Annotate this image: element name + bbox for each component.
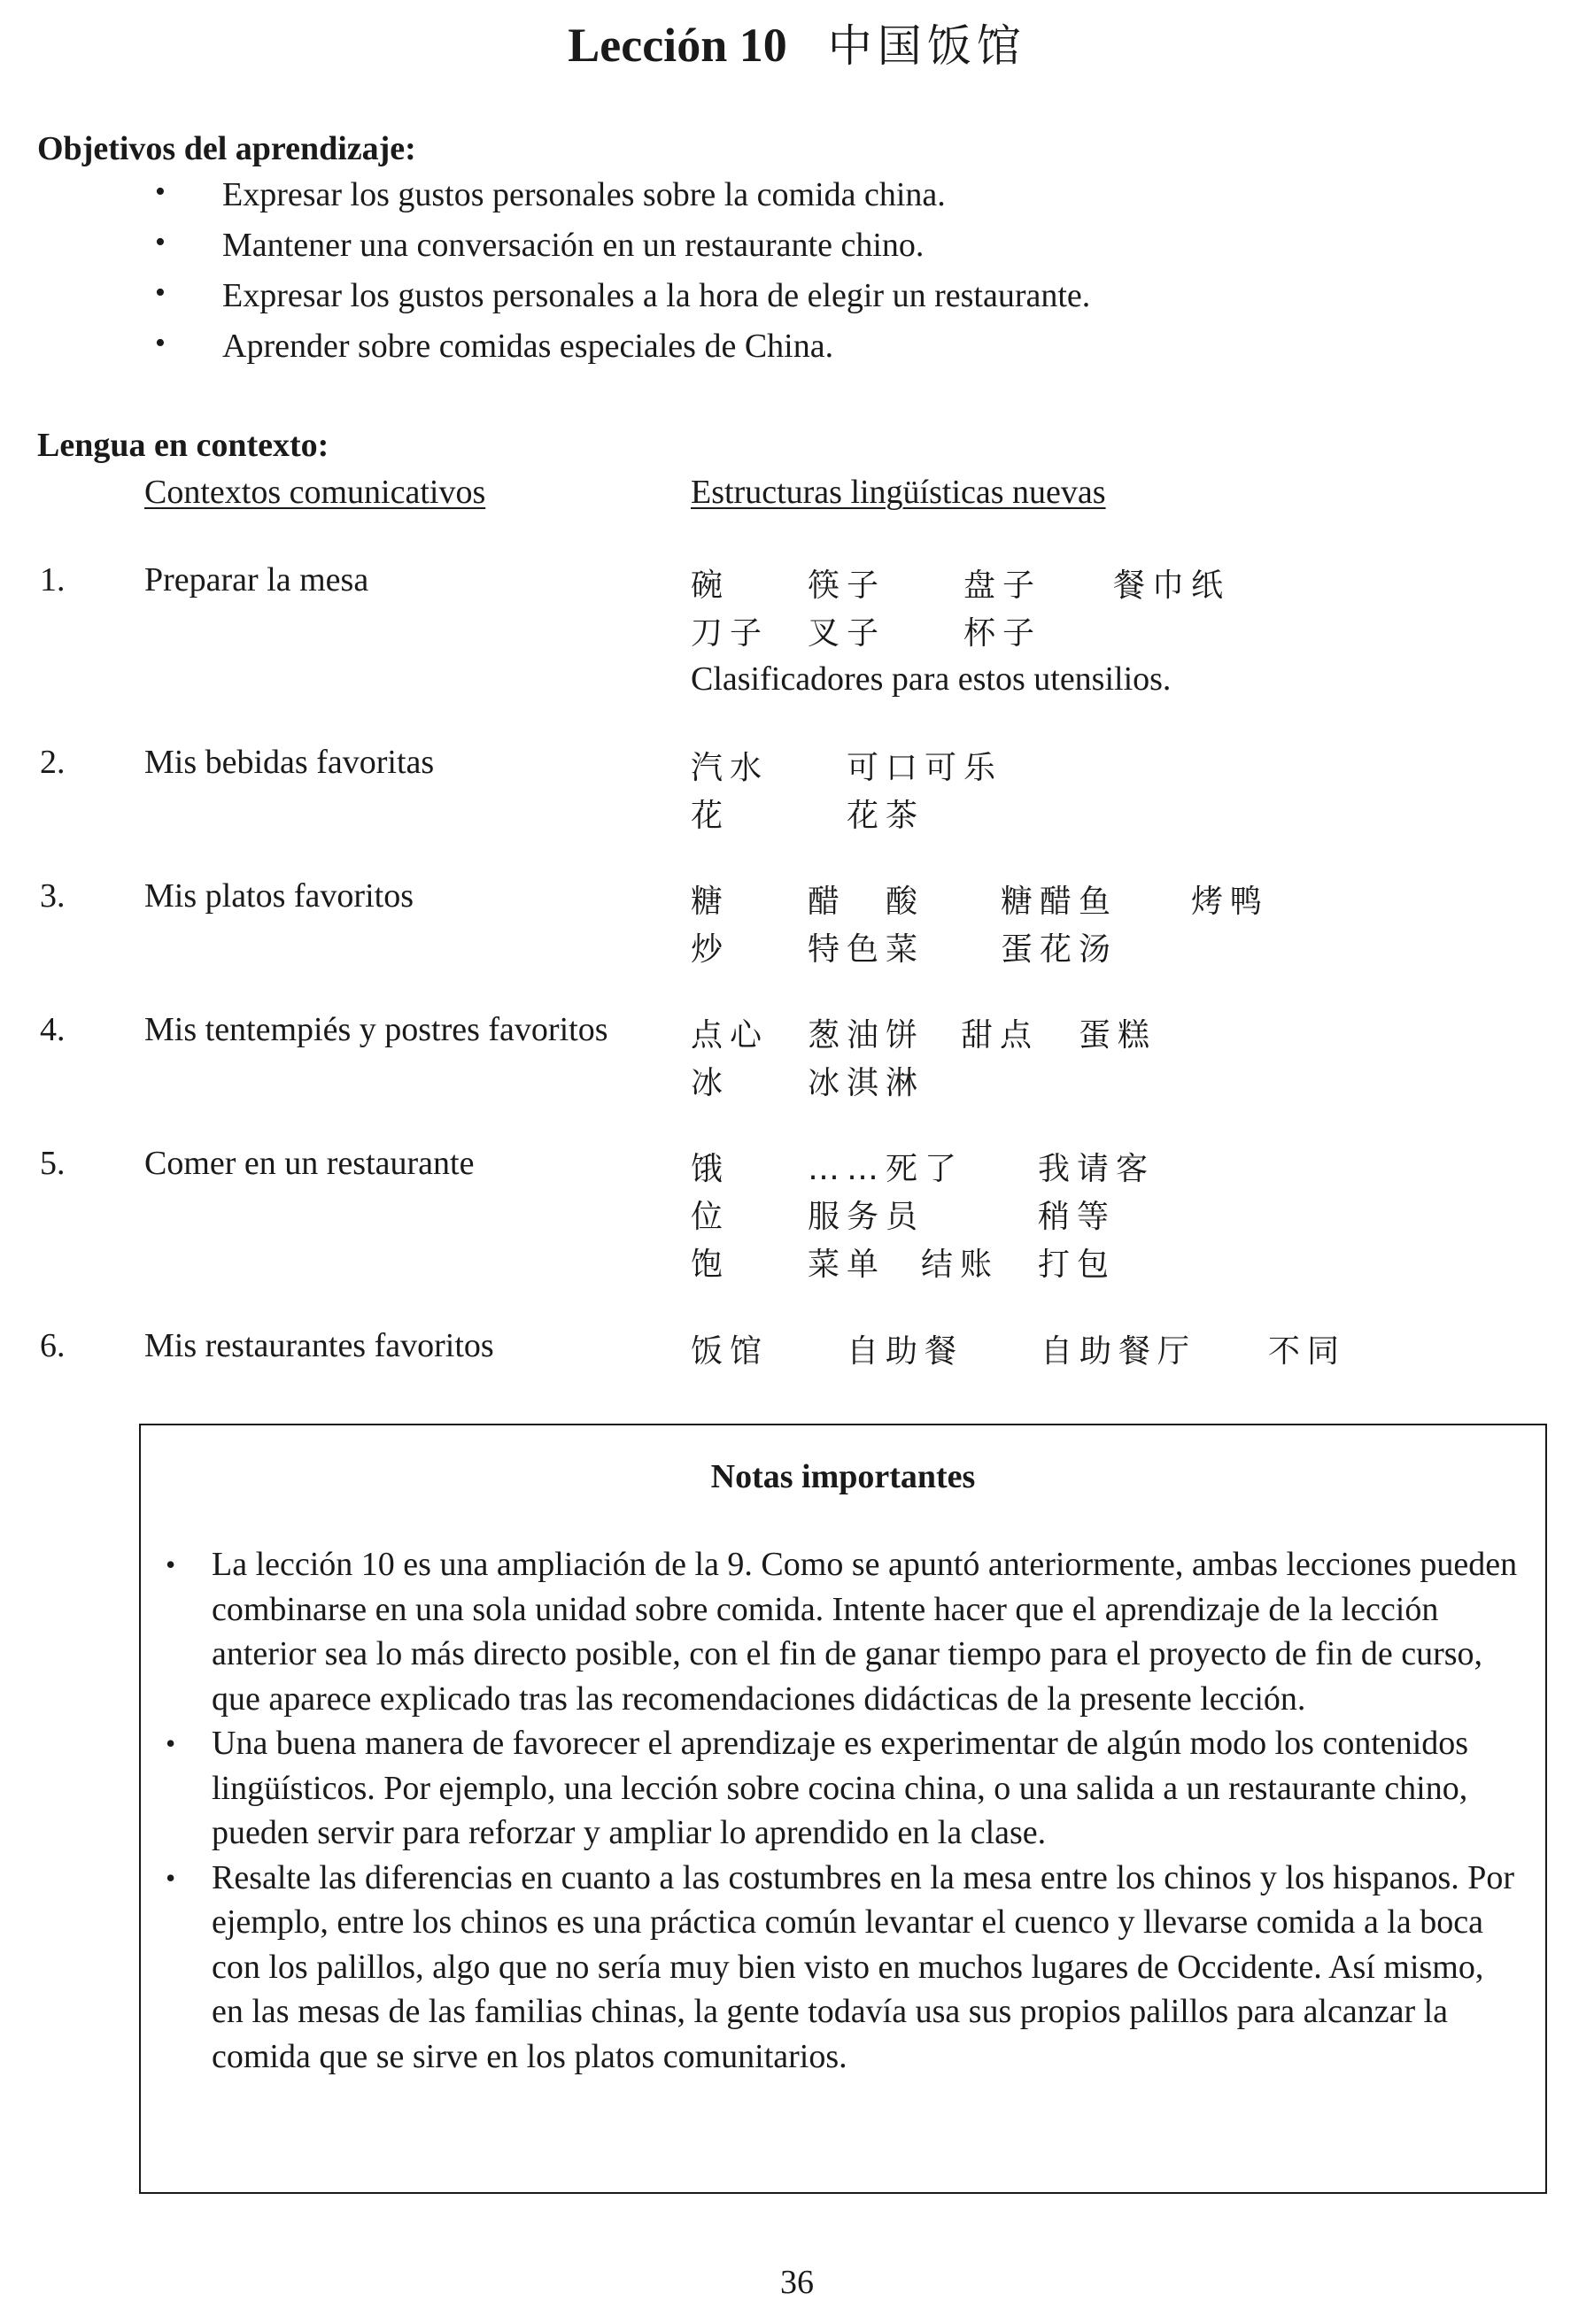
bullet-icon: • (155, 226, 166, 259)
bullet-icon: • (155, 276, 166, 309)
vocab-line (0, 924, 1594, 972)
context-label: Mis platos favoritos (144, 877, 414, 915)
vocab-word: 杯子 (963, 615, 1042, 652)
note-item: • Una buena manera de favorecer el aprendizaje es experimentar de algún modo los contenidos lingüísticos. Por ejemplo, una lección sobre cocina china, o una salida a un restaurante chino, pueden servir para reforzar y ampliar lo aprendido en la clase. (212, 1721, 1522, 1856)
vocab-word: 花茶 (847, 798, 925, 834)
context-number: 3. (40, 877, 66, 915)
context-number: 2. (40, 744, 66, 781)
vocab-word: 自助餐 (847, 1333, 964, 1370)
vocab-word: 糖醋鱼 (1001, 884, 1118, 920)
vocab-line (0, 1058, 1594, 1106)
vocab-word: 烤鸭 (1191, 884, 1270, 920)
vocab-word: 花 (691, 798, 731, 834)
vocab-word: 盘子 (963, 567, 1042, 604)
contexts-column-header: Contextos comunicativos (144, 474, 486, 511)
vocab-word: 不同 (1268, 1333, 1347, 1370)
objectives-heading: Objetivos del aprendizaje: (37, 130, 416, 167)
vocab-line (0, 1144, 1594, 1192)
context-label: Preparar la mesa (144, 561, 369, 598)
bullet-icon: • (166, 1727, 176, 1759)
note-item: • Resalte las diferencias en cuanto a las costumbres en la mesa entre los chinos y los hispanos. Por ejemplo, entre los chinos es una práctica común levantar el cuenco y llevarse comida a la boca con los palillos, algo que no sería muy bien visto en muchos lugares de Occidente. Así mismo, en las mesas de las familias chinas, la gente todavía usa sus propios palillos para alcanzar la comida que se sirve en los platos comunitarios. (212, 1856, 1522, 2080)
vocab-word: 蛋花汤 (1001, 931, 1118, 968)
vocab-word: 特色菜 (808, 931, 925, 968)
vocab-word: 碗 (691, 567, 731, 604)
context-number: 1. (40, 561, 66, 598)
context-label: Mis restaurantes favoritos (144, 1327, 494, 1364)
notes-box (139, 1424, 1547, 2194)
structures-column-header: Estructuras lingüísticas nuevas (691, 474, 1106, 511)
bullet-icon: • (155, 327, 166, 359)
vocab-word: 自助餐厅 (1041, 1333, 1197, 1370)
vocab-line (0, 791, 1594, 838)
vocab-word: 甜点 (961, 1017, 1040, 1054)
page-title (0, 11, 1594, 74)
lesson-title-chinese: 中国饭馆 (827, 21, 1026, 71)
vocab-line (0, 660, 1594, 707)
bullet-icon: • (166, 1548, 176, 1580)
vocab-word: 饱 (691, 1247, 731, 1283)
notes-list (166, 1542, 1522, 2079)
vocab-word: 饿 (691, 1151, 731, 1187)
vocab-line (0, 608, 1594, 656)
vocab-line (0, 743, 1594, 791)
vocab-word: 位 (691, 1199, 731, 1235)
vocab-word: 稍等 (1038, 1199, 1117, 1235)
vocab-word: 刀子 (691, 615, 770, 652)
vocab-word: 炒 (691, 931, 731, 968)
vocab-word: 餐巾纸 (1113, 567, 1231, 604)
bullet-icon: • (155, 175, 166, 208)
page-number: 36 (780, 2264, 814, 2301)
vocab-word: 可口可乐 (847, 750, 1003, 786)
vocab-word: 酸 (886, 884, 925, 920)
context-label: Mis bebidas favoritas (144, 744, 435, 781)
lesson-title: Lección 10 (568, 19, 787, 72)
vocab-note: Clasificadores para estos utensilios. (691, 660, 1172, 698)
vocab-word: 葱油饼 (808, 1017, 925, 1054)
vocab-word: 醋 (808, 884, 847, 920)
context-number: 6. (40, 1327, 66, 1364)
context-label: Mis tentempiés y postres favoritos (144, 1011, 608, 1048)
context-label: Comer en un restaurante (144, 1145, 475, 1182)
vocab-line (0, 560, 1594, 608)
language-heading: Lengua en contexto: (37, 427, 329, 464)
vocab-word: 点心 (691, 1017, 770, 1054)
vocab-word: 糖 (691, 884, 731, 920)
vocab-word: 我请客 (1038, 1151, 1156, 1187)
vocab-word: 菜单 (808, 1247, 886, 1283)
vocab-word: 冰 (691, 1065, 731, 1101)
notes-title: Notas importantes (710, 1458, 976, 1495)
context-number: 5. (40, 1145, 66, 1182)
vocab-line (0, 1192, 1594, 1239)
vocab-line (0, 876, 1594, 924)
vocab-word: 汽水 (691, 750, 770, 786)
vocab-word: 饭馆 (691, 1333, 770, 1370)
vocab-word: 蛋糕 (1079, 1017, 1157, 1054)
context-number: 4. (40, 1011, 66, 1048)
note-item: • La lección 10 es una ampliación de la 9. Como se apuntó anteriormente, ambas lecciones pueden combinarse en una sola unidad sobre comida. Intente hacer que el aprendizaje de la lección anterior sea lo más directo posible, con el fin de ganar tiempo para el proyecto de fin de curso, que aparece explicado tras las recomendaciones didácticas de la presente lección. (212, 1542, 1522, 1721)
vocab-word: 结账 (921, 1247, 1000, 1283)
vocab-word: 筷子 (808, 567, 886, 604)
vocab-word: 叉子 (808, 615, 886, 652)
vocab-word: 打包 (1038, 1247, 1117, 1283)
bullet-icon: • (166, 1861, 176, 1894)
vocab-word: 服务员 (808, 1199, 925, 1235)
vocab-line (0, 1326, 1594, 1374)
vocab-line (0, 1010, 1594, 1058)
vocab-line (0, 1239, 1594, 1287)
vocab-word: ……死了 (808, 1151, 964, 1187)
vocab-word: 冰淇淋 (808, 1065, 925, 1101)
